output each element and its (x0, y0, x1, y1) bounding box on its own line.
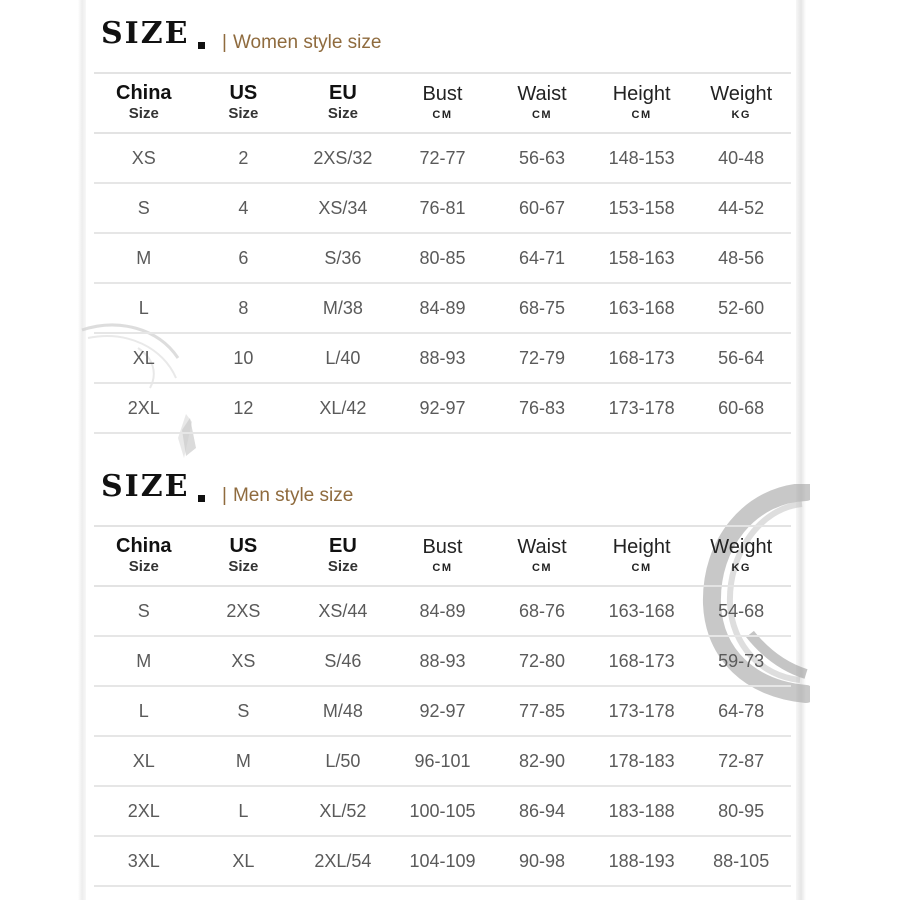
table-header-row (94, 74, 791, 133)
men-section-title: | Men style size (222, 485, 354, 506)
men-size-table (94, 527, 791, 887)
cell-china: XS (94, 133, 194, 183)
cell-weight: 60-68 (691, 383, 791, 433)
cell-waist: 76-83 (492, 383, 592, 433)
cell-weight: 54-68 (691, 586, 791, 636)
cell-waist: 82-90 (492, 736, 592, 786)
col-header-china: China Size (94, 527, 194, 586)
col-header-bust: Bust CM (393, 527, 493, 586)
cell-bust: 104-109 (393, 836, 493, 886)
cell-us: 12 (194, 383, 294, 433)
women-size-table (94, 74, 791, 434)
size-heading: SIZE (101, 469, 190, 504)
cell-waist: 60-67 (492, 183, 592, 233)
cell-china: S (94, 183, 194, 233)
col-header-eu: EU Size (293, 527, 393, 586)
cell-us: XS (194, 636, 294, 686)
cell-height: 163-168 (592, 586, 692, 636)
cell-bust: 72-77 (393, 133, 493, 183)
cell-eu: 2XS/32 (293, 133, 393, 183)
left-margin (0, 0, 80, 900)
cell-bust: 92-97 (393, 686, 493, 736)
cell-eu: XS/44 (293, 586, 393, 636)
cell-height: 173-178 (592, 686, 692, 736)
cell-weight: 44-52 (691, 183, 791, 233)
cell-eu: L/40 (293, 333, 393, 383)
cell-waist: 68-76 (492, 586, 592, 636)
cell-bust: 96-101 (393, 736, 493, 786)
cell-china: XL (94, 736, 194, 786)
size-heading: SIZE (101, 16, 190, 51)
cell-bust: 100-105 (393, 786, 493, 836)
col-header-height: Height CM (592, 74, 692, 133)
left-border-shadow (78, 0, 86, 900)
cell-height: 163-168 (592, 283, 692, 333)
cell-china: M (94, 636, 194, 686)
cell-weight: 64-78 (691, 686, 791, 736)
cell-china: XL (94, 333, 194, 383)
table-row (94, 283, 791, 333)
men-size-section (94, 455, 791, 887)
size-heading-dot (198, 42, 205, 49)
cell-height: 168-173 (592, 333, 692, 383)
cell-weight: 56-64 (691, 333, 791, 383)
cell-weight: 72-87 (691, 736, 791, 786)
col-header-waist: Waist CM (492, 527, 592, 586)
women-section-header (94, 2, 791, 74)
cell-waist: 72-80 (492, 636, 592, 686)
table-row (94, 333, 791, 383)
size-heading-dot (198, 495, 205, 502)
cell-china: L (94, 686, 194, 736)
cell-waist: 77-85 (492, 686, 592, 736)
cell-eu: XL/42 (293, 383, 393, 433)
table-row (94, 233, 791, 283)
cell-weight: 48-56 (691, 233, 791, 283)
cell-bust: 92-97 (393, 383, 493, 433)
cell-height: 188-193 (592, 836, 692, 886)
table-row (94, 133, 791, 183)
cell-height: 183-188 (592, 786, 692, 836)
cell-height: 158-163 (592, 233, 692, 283)
women-section-title: | Women style size (222, 32, 382, 53)
col-header-waist: Waist CM (492, 74, 592, 133)
table-row (94, 183, 791, 233)
table-row (94, 736, 791, 786)
cell-weight: 52-60 (691, 283, 791, 333)
cell-eu: M/38 (293, 283, 393, 333)
cell-eu: XS/34 (293, 183, 393, 233)
cell-bust: 84-89 (393, 283, 493, 333)
cell-eu: XL/52 (293, 786, 393, 836)
cell-weight: 88-105 (691, 836, 791, 886)
cell-eu: S/46 (293, 636, 393, 686)
cell-weight: 59-73 (691, 636, 791, 686)
cell-us: S (194, 686, 294, 736)
cell-china: S (94, 586, 194, 636)
cell-china: 3XL (94, 836, 194, 886)
col-header-eu: EU Size (293, 74, 393, 133)
cell-height: 148-153 (592, 133, 692, 183)
cell-us: L (194, 786, 294, 836)
cell-eu: M/48 (293, 686, 393, 736)
cell-waist: 86-94 (492, 786, 592, 836)
cell-china: 2XL (94, 383, 194, 433)
cell-height: 153-158 (592, 183, 692, 233)
cell-height: 178-183 (592, 736, 692, 786)
right-border-shadow (796, 0, 806, 900)
table-row (94, 636, 791, 686)
table-row (94, 586, 791, 636)
cell-china: M (94, 233, 194, 283)
cell-bust: 88-93 (393, 333, 493, 383)
cell-bust: 76-81 (393, 183, 493, 233)
cell-waist: 64-71 (492, 233, 592, 283)
col-header-weight: Weight KG (691, 74, 791, 133)
cell-china: L (94, 283, 194, 333)
men-section-header (94, 455, 791, 527)
table-header-row (94, 527, 791, 586)
cell-us: 6 (194, 233, 294, 283)
cell-us: 4 (194, 183, 294, 233)
cell-height: 173-178 (592, 383, 692, 433)
cell-weight: 80-95 (691, 786, 791, 836)
cell-us: 2XS (194, 586, 294, 636)
table-row (94, 786, 791, 836)
women-size-section (94, 2, 791, 434)
table-row (94, 383, 791, 433)
cell-us: XL (194, 836, 294, 886)
table-row (94, 686, 791, 736)
cell-bust: 88-93 (393, 636, 493, 686)
cell-waist: 56-63 (492, 133, 592, 183)
cell-weight: 40-48 (691, 133, 791, 183)
cell-eu: S/36 (293, 233, 393, 283)
cell-waist: 72-79 (492, 333, 592, 383)
cell-us: 8 (194, 283, 294, 333)
cell-height: 168-173 (592, 636, 692, 686)
col-header-weight: Weight KG (691, 527, 791, 586)
col-header-height: Height CM (592, 527, 692, 586)
cell-eu: L/50 (293, 736, 393, 786)
cell-bust: 84-89 (393, 586, 493, 636)
cell-bust: 80-85 (393, 233, 493, 283)
cell-waist: 68-75 (492, 283, 592, 333)
col-header-us: US Size (194, 74, 294, 133)
cell-china: 2XL (94, 786, 194, 836)
col-header-bust: Bust CM (393, 74, 493, 133)
col-header-us: US Size (194, 527, 294, 586)
cell-eu: 2XL/54 (293, 836, 393, 886)
col-header-china: China Size (94, 74, 194, 133)
cell-us: 10 (194, 333, 294, 383)
cell-waist: 90-98 (492, 836, 592, 886)
cell-us: M (194, 736, 294, 786)
cell-us: 2 (194, 133, 294, 183)
table-row (94, 836, 791, 886)
